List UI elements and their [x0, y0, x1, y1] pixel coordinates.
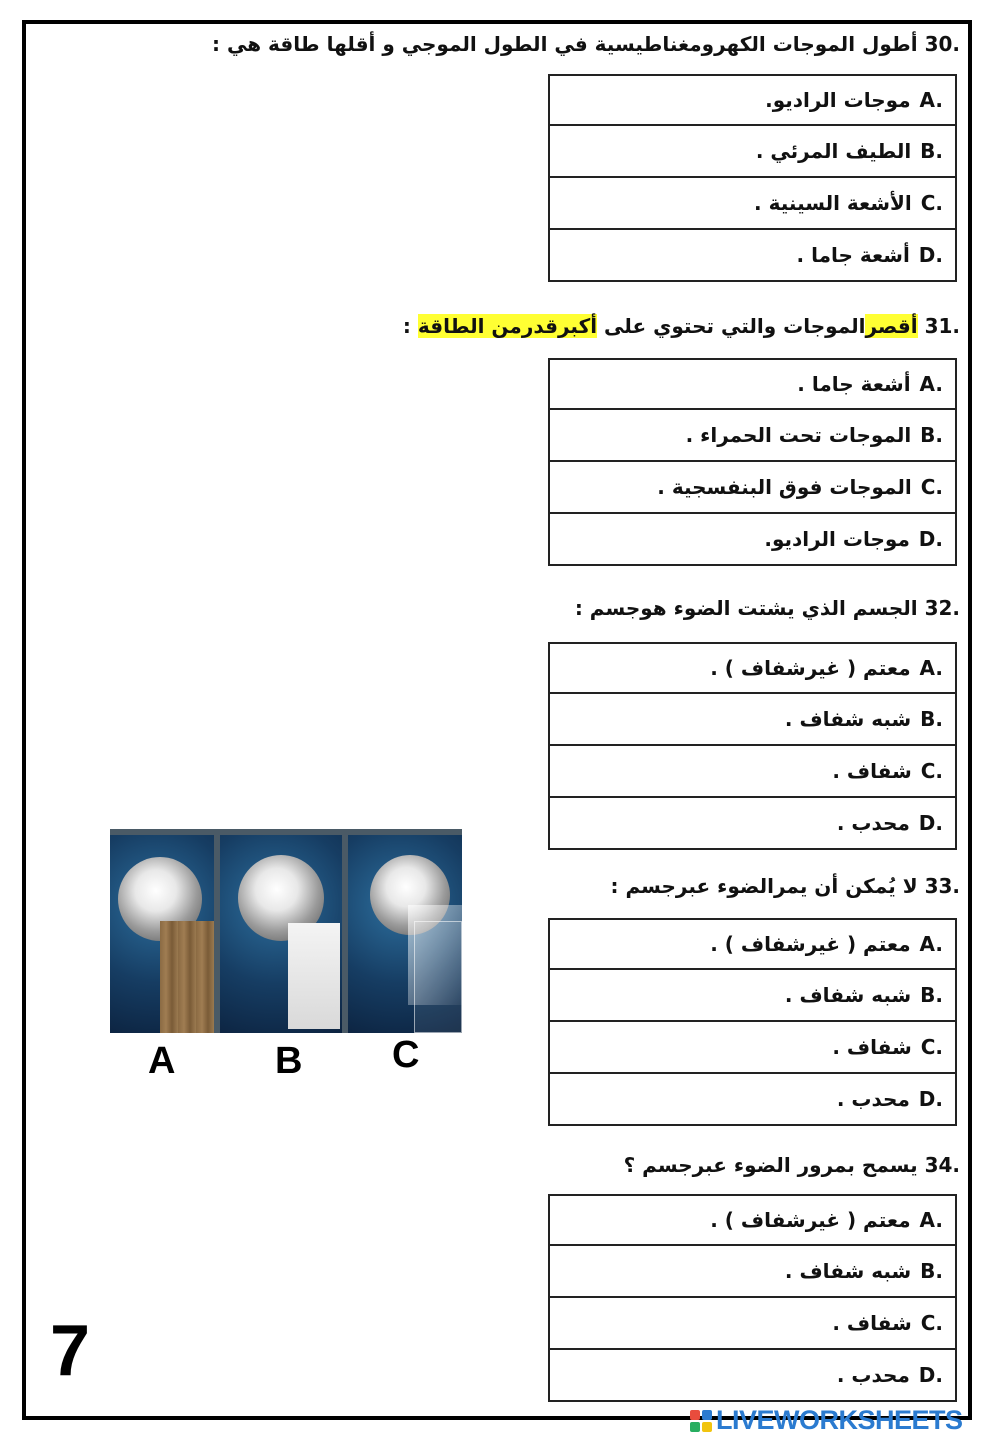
option-34-b[interactable] [548, 1246, 957, 1298]
option-text: موجات الراديو. [764, 527, 910, 551]
paper-sheet [288, 923, 340, 1029]
wood-block [160, 921, 214, 1033]
option-32-c[interactable] [548, 746, 957, 798]
options-34 [548, 1194, 957, 1402]
glass-pane [414, 921, 462, 1033]
highlighted-text: أقصر [865, 314, 918, 338]
option-text: أشعة جاما . [797, 372, 911, 396]
panel-opaque [110, 835, 214, 1033]
option-letter: C. [920, 1311, 943, 1335]
option-30-b[interactable] [548, 126, 957, 178]
option-31-a[interactable] [548, 358, 957, 410]
option-34-d[interactable] [548, 1350, 957, 1402]
question-number: 31. [924, 314, 960, 338]
option-33-a[interactable] [548, 918, 957, 970]
panel-translucent [220, 835, 342, 1033]
option-letter: A. [919, 372, 943, 396]
question-31 [403, 314, 960, 338]
option-text: شبه شفاف . [784, 707, 912, 731]
liveworksheets-icon [690, 1410, 712, 1432]
question-text: لا يُمكن أن يمرالضوء عبرجسم : [610, 874, 918, 898]
highlighted-text: أكبرقدرمن الطاقة [417, 314, 598, 338]
option-letter: A. [919, 932, 943, 956]
option-text: أشعة جاما . [796, 243, 910, 267]
option-32-b[interactable] [548, 694, 957, 746]
question-33 [611, 874, 961, 898]
question-text: الموجات والتي تحتوي على [597, 314, 866, 338]
option-letter: C. [920, 759, 943, 783]
option-text: الطيف المرئي . [755, 139, 912, 163]
options-33 [548, 918, 957, 1126]
option-33-d[interactable] [548, 1074, 957, 1126]
option-letter: A. [919, 1208, 943, 1232]
options-30 [548, 74, 957, 282]
figure-label-a: A [148, 1040, 176, 1082]
option-30-d[interactable] [548, 230, 957, 282]
option-32-d[interactable] [548, 798, 957, 850]
option-text: شفاف . [832, 1035, 912, 1059]
option-text: محدب . [836, 1087, 910, 1111]
question-text: يسمح بمرور الضوء عبرجسم ؟ [623, 1153, 918, 1177]
option-33-c[interactable] [548, 1022, 957, 1074]
option-letter: D. [918, 527, 943, 551]
figure-label-b: B [275, 1040, 303, 1082]
option-text: معتم ( غيرشفاف ) . [710, 656, 911, 680]
option-text: شفاف . [832, 759, 912, 783]
option-letter: B. [920, 707, 943, 731]
option-letter: A. [919, 88, 943, 112]
page-number: 7 [50, 1311, 91, 1391]
figure-label-c: C [392, 1034, 420, 1076]
question-text: : [402, 314, 418, 338]
option-33-b[interactable] [548, 970, 957, 1022]
options-32 [548, 642, 957, 850]
option-letter: B. [920, 983, 943, 1007]
question-number: 34. [924, 1153, 960, 1177]
option-letter: B. [920, 139, 943, 163]
option-text: الأشعة السينية . [754, 191, 912, 215]
question-text: الجسم الذي يشتت الضوء هوجسم : [574, 596, 918, 620]
question-text: أطول الموجات الكهرومغناطيسية في الطول الموجي و أقلها طاقة هي : [212, 32, 918, 56]
question-number: 32. [924, 596, 960, 620]
option-text: موجات الراديو. [765, 88, 911, 112]
option-letter: A. [919, 656, 943, 680]
panel-transparent [348, 835, 462, 1033]
option-31-d[interactable] [548, 514, 957, 566]
option-32-a[interactable] [548, 642, 957, 694]
option-letter: D. [918, 811, 943, 835]
option-34-a[interactable] [548, 1194, 957, 1246]
option-34-c[interactable] [548, 1298, 957, 1350]
option-letter: D. [918, 243, 943, 267]
question-34 [624, 1153, 960, 1177]
option-text: الموجات تحت الحمراء . [685, 423, 912, 447]
option-letter: D. [918, 1363, 943, 1387]
option-text: الموجات فوق البنفسجية . [657, 475, 912, 499]
light-transmission-figure [110, 829, 462, 1033]
option-letter: C. [920, 475, 943, 499]
option-31-b[interactable] [548, 410, 957, 462]
option-letter: D. [918, 1087, 943, 1111]
option-30-c[interactable] [548, 178, 957, 230]
option-text: معتم ( غيرشفاف ) . [710, 1208, 911, 1232]
question-30 [212, 32, 960, 56]
option-text: شبه شفاف . [784, 1259, 912, 1283]
brand-text: LIVEWORKSHEETS [716, 1405, 963, 1435]
option-text: محدب . [836, 811, 910, 835]
option-letter: B. [920, 423, 943, 447]
question-32 [575, 596, 960, 620]
option-text: محدب . [836, 1363, 910, 1387]
option-30-a[interactable] [548, 74, 957, 126]
option-letter: C. [920, 191, 943, 215]
option-31-c[interactable] [548, 462, 957, 514]
question-number: 33. [924, 874, 960, 898]
question-number: 30. [924, 32, 960, 56]
option-text: شبه شفاف . [784, 983, 912, 1007]
option-text: معتم ( غيرشفاف ) . [710, 932, 911, 956]
option-letter: C. [920, 1035, 943, 1059]
option-text: شفاف . [832, 1311, 912, 1335]
options-31 [548, 358, 957, 566]
liveworksheets-logo [690, 1405, 963, 1436]
option-letter: B. [920, 1259, 943, 1283]
